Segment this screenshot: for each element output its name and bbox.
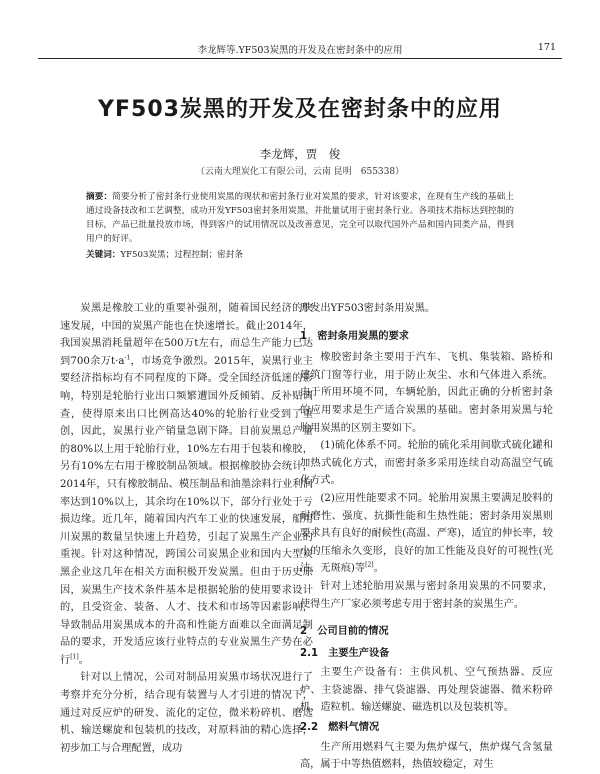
- body-paragraph: 生产所用燃料气主要为焦炉煤气，焦炉煤气含氢量高，属于中等热值燃料，热值较稳定，对生: [300, 741, 553, 771]
- paper-title: YF503炭黑的开发及在密封条中的应用: [98, 97, 502, 122]
- left-column: [60, 300, 313, 757]
- citation-ref: [2]: [365, 561, 374, 569]
- subsection-heading: 2.2 燃料气情况: [300, 722, 380, 734]
- abstract-label: 摘要：: [86, 192, 113, 202]
- page-number: 171: [537, 42, 556, 53]
- abstract: [86, 190, 514, 246]
- unit-superscript: -1: [124, 354, 131, 362]
- abstract-block: [86, 190, 514, 262]
- section-heading: 2 公司目前的情况: [300, 626, 389, 638]
- body-paragraph: 针对上述轮胎用炭黑与密封条用炭黑的不同要求，使得生产厂家必须考虑专用于密封条的炭黑生产。: [300, 580, 553, 610]
- body-paragraph: 针对以上情况，公司对制品用炭黑市场状况进行了考察并充分分析，结合现有装置与人才引进的情况下，通过对反应炉的研发、流化的定位，微米粉碎机、磨选机、输送螺旋和包装机的技改，对原料油的精心选择，初步加工与合理配置，成功: [60, 672, 313, 754]
- body-paragraph: (1)硫化体系不同。轮胎的硫化采用间歇式硫化罐和加热式硫化方式，而密封条多采用连续自动高温空气硫化方式。: [300, 440, 553, 487]
- body-paragraph: 主要生产设备有：主供风机、空气预热器、反应炉、主袋滤器、排气袋滤器、再处理袋滤器、微米粉碎机、造粒机、输送螺旋、磁选机以及包装机等。: [300, 667, 553, 714]
- affiliation: （云南大理炭化工有限公司，云南 昆明 655338）: [195, 167, 405, 177]
- citation-ref: [1]: [70, 653, 79, 661]
- body-paragraph: 开发出YF503密封条用炭黑。: [300, 303, 436, 314]
- subsection-heading: 2.1 主要生产设备: [300, 647, 390, 659]
- body-paragraph: 炭黑是橡胶工业的重要补强剂，随着国民经济的快速发展，中国的炭黑产能也在快速增长。截止2014年，我国炭黑消耗量超年在500万t左右，而总生产能力已达到700余万$t\cdot a^{-1}$，市场竞争激烈。2015年，炭黑行业主要经济指标均有不同程度的下降。受全国经济低迷的影响，特别是轮胎行业出口频繁遭国外反倾销、反补贴调查，使得原来出口比例高达40%的轮胎行业受到了重创，因此，炭黑行业产销量急剧下降。目前炭黑总产量的80%以上用于轮胎行业，10%左右用于包装和橡胶，另有10%左右用于橡胶制品领域。根据橡胶协会统计，2014年，只有橡胶制品、模压制品和油墨涂料行业利润率达到10%以上，其余均在10%以下，部分行业处于亏损边缘。近几年，随着国内汽车工业的快速发展，船用川炭黑的数量呈快速上升趋势，引起了炭黑生产企业的重视。针对这种情况，跨国公司炭黑企业和国内大型炭黑企业这几年在相关方面积极开发炭黑。但由于历史原因，炭黑生产技术条件基本是根据轮胎的使用要求设计的，且受资金、装备、人才、技术和市场等因素影响，导致制品用炭黑成本的升高和性能方面难以全面满足制品的要求，开发适应该行业特点的专业炭黑生产势在必行[1]。: [60, 303, 313, 666]
- keywords: [86, 248, 514, 262]
- running-header: [38, 38, 562, 59]
- body-paragraph: 橡胶密封条主要用于汽车、飞机、集装箱、路桥和建筑门窗等行业，用于防止灰尘、水和气体进入系统。由于所用环境不同，车辆轮胎，因此正确的分析密封条的应用要求是生产适合炭黑的基础。密封条用炭黑与轮胎用炭黑的区别主要如下。: [300, 352, 553, 434]
- keywords-label: 关键词：: [86, 250, 121, 260]
- running-title: 李龙辉等.YF503炭黑的开发及在密封条中的应用: [197, 45, 403, 56]
- keywords-text: YF503炭黑；过程控制；密封条: [120, 250, 243, 260]
- authors: 李龙辉，贾 俊: [259, 147, 341, 161]
- body-paragraph: (2)应用性能要求不同。轮胎用炭黑主要满足胶料的耐磨性、强度、抗撕性能和生热性能；密封条用炭黑则要求具有良好的耐候性(高温、严寒)，适宜的伸长率，较小的压缩永久变形，良好的加工性能及良好的可视性(光洁、无斑痕)等[2]。: [300, 492, 553, 575]
- abstract-text: 简要分析了密封条行业使用炭黑的现状和密封条行业对炭黑的要求，针对该要求，在现有生产线的基础上通过设备技改和工艺调整，成功开发YF503密封条用炭黑，并批量试用于密封条行业。各项技术指标达到控制的目标，产品已批量投放市场，得到客户的试用情况以及改善意见，完全可以取代国外产品和国内同类产品，得到用户的好评。: [86, 192, 514, 244]
- section-heading: 1 密封条用炭黑的要求: [300, 330, 409, 342]
- right-column: [300, 300, 553, 774]
